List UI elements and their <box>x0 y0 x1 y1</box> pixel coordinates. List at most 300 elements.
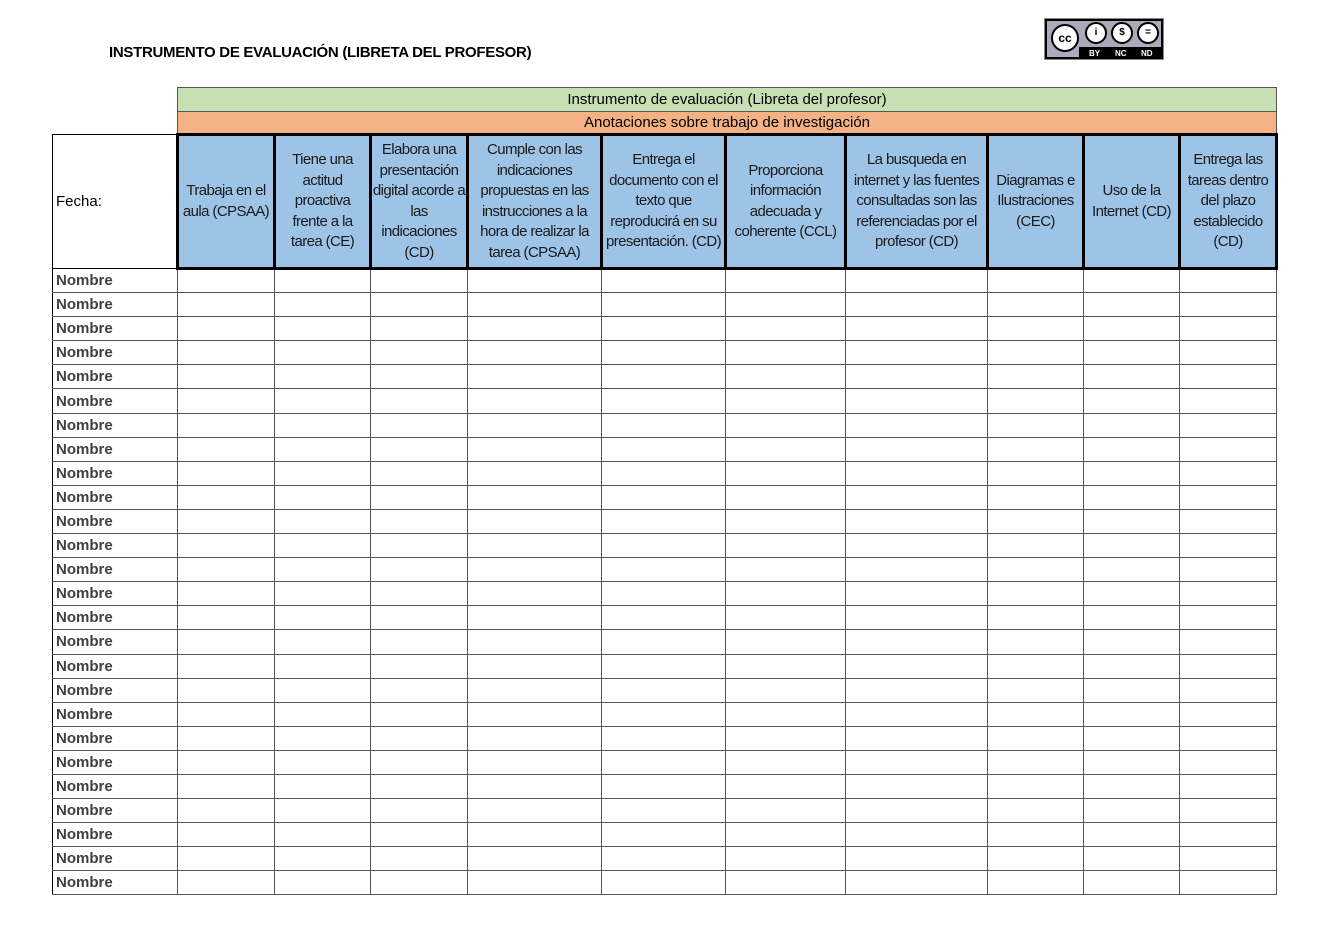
student-name[interactable]: Nombre <box>53 509 178 533</box>
column-header: Proporciona información adecuada y coherente (CCL) <box>726 135 846 269</box>
grade-cell[interactable] <box>371 389 468 413</box>
grade-cell[interactable] <box>468 461 602 485</box>
grade-cell[interactable] <box>371 871 468 895</box>
grade-cell[interactable] <box>726 606 846 630</box>
student-name[interactable]: Nombre <box>53 750 178 774</box>
grade-cell[interactable] <box>726 509 846 533</box>
grade-cell[interactable] <box>275 582 371 606</box>
table-row <box>53 871 1277 895</box>
table-row <box>53 534 1277 558</box>
grade-cell[interactable] <box>988 678 1084 702</box>
grade-cell[interactable] <box>1084 317 1180 341</box>
grade-cell[interactable] <box>726 750 846 774</box>
by-person-icon: i <box>1085 22 1107 44</box>
grade-cell[interactable] <box>602 823 726 847</box>
grade-cell[interactable] <box>988 582 1084 606</box>
grade-cell[interactable] <box>275 365 371 389</box>
grade-cell[interactable] <box>726 654 846 678</box>
grade-cell[interactable] <box>846 823 988 847</box>
grade-cell[interactable] <box>602 365 726 389</box>
grade-cell[interactable] <box>468 558 602 582</box>
grade-cell[interactable] <box>371 726 468 750</box>
grade-cell[interactable] <box>468 871 602 895</box>
grade-cell[interactable] <box>275 461 371 485</box>
grade-cell[interactable] <box>275 317 371 341</box>
grade-cell[interactable] <box>468 269 602 293</box>
grade-cell[interactable] <box>1180 774 1277 798</box>
grade-cell[interactable] <box>846 389 988 413</box>
grade-cell[interactable] <box>602 606 726 630</box>
student-name[interactable]: Nombre <box>53 847 178 871</box>
grade-cell[interactable] <box>846 654 988 678</box>
grade-cell[interactable] <box>1180 558 1277 582</box>
grade-cell[interactable] <box>371 485 468 509</box>
grade-cell[interactable] <box>602 317 726 341</box>
grade-cell[interactable] <box>1180 582 1277 606</box>
grade-cell[interactable] <box>1180 437 1277 461</box>
grade-cell[interactable] <box>1180 726 1277 750</box>
grade-cell[interactable] <box>275 485 371 509</box>
grade-cell[interactable] <box>988 558 1084 582</box>
grade-cell[interactable] <box>602 678 726 702</box>
grade-cell[interactable] <box>371 654 468 678</box>
grade-cell[interactable] <box>726 582 846 606</box>
grade-cell[interactable] <box>726 774 846 798</box>
grade-cell[interactable] <box>178 269 275 293</box>
grade-cell[interactable] <box>846 606 988 630</box>
grade-cell[interactable] <box>988 606 1084 630</box>
grade-cell[interactable] <box>602 413 726 437</box>
grade-cell[interactable] <box>602 558 726 582</box>
grade-cell[interactable] <box>178 847 275 871</box>
grade-cell[interactable] <box>846 509 988 533</box>
grade-cell[interactable] <box>846 630 988 654</box>
grade-cell[interactable] <box>726 534 846 558</box>
grade-cell[interactable] <box>178 582 275 606</box>
grade-cell[interactable] <box>726 485 846 509</box>
student-name[interactable]: Nombre <box>53 437 178 461</box>
grade-cell[interactable] <box>178 389 275 413</box>
grade-cell[interactable] <box>178 702 275 726</box>
grade-cell[interactable] <box>178 654 275 678</box>
grade-cell[interactable] <box>178 437 275 461</box>
grade-cell[interactable] <box>726 871 846 895</box>
grade-cell[interactable] <box>275 413 371 437</box>
grade-cell[interactable] <box>1180 654 1277 678</box>
student-name[interactable]: Nombre <box>53 606 178 630</box>
student-name[interactable]: Nombre <box>53 534 178 558</box>
grade-cell[interactable] <box>1180 606 1277 630</box>
grade-cell[interactable] <box>1084 678 1180 702</box>
grade-cell[interactable] <box>275 750 371 774</box>
grade-cell[interactable] <box>178 799 275 823</box>
grade-cell[interactable] <box>371 799 468 823</box>
grade-cell[interactable] <box>371 630 468 654</box>
student-name[interactable]: Nombre <box>53 630 178 654</box>
grade-cell[interactable] <box>726 630 846 654</box>
grade-cell[interactable] <box>371 606 468 630</box>
grade-cell[interactable] <box>275 293 371 317</box>
grade-cell[interactable] <box>988 847 1084 871</box>
student-name[interactable]: Nombre <box>53 485 178 509</box>
grade-cell[interactable] <box>275 654 371 678</box>
grade-cell[interactable] <box>371 317 468 341</box>
grade-cell[interactable] <box>602 341 726 365</box>
grade-cell[interactable] <box>275 847 371 871</box>
grade-cell[interactable] <box>846 461 988 485</box>
grade-cell[interactable] <box>602 485 726 509</box>
grade-cell[interactable] <box>726 847 846 871</box>
grade-cell[interactable] <box>602 534 726 558</box>
grade-cell[interactable] <box>1084 485 1180 509</box>
student-name[interactable]: Nombre <box>53 582 178 606</box>
table-row <box>53 269 1277 293</box>
student-name[interactable]: Nombre <box>53 823 178 847</box>
grade-cell[interactable] <box>1180 823 1277 847</box>
grade-cell[interactable] <box>468 774 602 798</box>
grade-cell[interactable] <box>726 558 846 582</box>
grade-cell[interactable] <box>468 365 602 389</box>
grade-cell[interactable] <box>988 774 1084 798</box>
table-row <box>53 558 1277 582</box>
grade-cell[interactable] <box>468 847 602 871</box>
grade-cell[interactable] <box>371 847 468 871</box>
grade-cell[interactable] <box>178 678 275 702</box>
grade-cell[interactable] <box>1084 389 1180 413</box>
grade-cell[interactable] <box>371 461 468 485</box>
grade-cell[interactable] <box>602 750 726 774</box>
grade-cell[interactable] <box>602 269 726 293</box>
grade-cell[interactable] <box>1180 847 1277 871</box>
grade-cell[interactable] <box>1180 365 1277 389</box>
grade-cell[interactable] <box>726 269 846 293</box>
grade-cell[interactable] <box>468 654 602 678</box>
grade-cell[interactable] <box>1180 293 1277 317</box>
grade-cell[interactable] <box>468 389 602 413</box>
grade-cell[interactable] <box>468 702 602 726</box>
grade-cell[interactable] <box>371 413 468 437</box>
grade-cell[interactable] <box>1084 582 1180 606</box>
grade-cell[interactable] <box>1180 389 1277 413</box>
grade-cell[interactable] <box>468 341 602 365</box>
student-name[interactable]: Nombre <box>53 654 178 678</box>
grade-cell[interactable] <box>988 293 1084 317</box>
grade-cell[interactable] <box>1084 726 1180 750</box>
grade-cell[interactable] <box>726 461 846 485</box>
grade-cell[interactable] <box>988 823 1084 847</box>
grade-cell[interactable] <box>1084 799 1180 823</box>
grade-cell[interactable] <box>1084 461 1180 485</box>
grade-cell[interactable] <box>371 365 468 389</box>
grade-cell[interactable] <box>1180 485 1277 509</box>
grade-cell[interactable] <box>1084 437 1180 461</box>
grade-cell[interactable] <box>1180 871 1277 895</box>
grade-cell[interactable] <box>178 317 275 341</box>
student-name[interactable]: Nombre <box>53 269 178 293</box>
grade-cell[interactable] <box>846 847 988 871</box>
grade-cell[interactable] <box>275 558 371 582</box>
grade-cell[interactable] <box>1180 341 1277 365</box>
grade-cell[interactable] <box>846 750 988 774</box>
grade-cell[interactable] <box>988 461 1084 485</box>
grade-cell[interactable] <box>178 461 275 485</box>
grade-cell[interactable] <box>275 823 371 847</box>
grade-cell[interactable] <box>275 389 371 413</box>
grade-cell[interactable] <box>1084 750 1180 774</box>
grade-cell[interactable] <box>468 606 602 630</box>
grade-cell[interactable] <box>178 630 275 654</box>
grade-cell[interactable] <box>275 509 371 533</box>
grade-cell[interactable] <box>846 774 988 798</box>
grade-cell[interactable] <box>1084 823 1180 847</box>
grade-cell[interactable] <box>846 317 988 341</box>
grade-cell[interactable] <box>275 702 371 726</box>
grade-cell[interactable] <box>275 630 371 654</box>
grade-cell[interactable] <box>988 389 1084 413</box>
grade-cell[interactable] <box>371 437 468 461</box>
grade-cell[interactable] <box>988 269 1084 293</box>
grade-cell[interactable] <box>468 485 602 509</box>
grade-cell[interactable] <box>371 582 468 606</box>
grade-cell[interactable] <box>988 750 1084 774</box>
grade-cell[interactable] <box>846 365 988 389</box>
grade-cell[interactable] <box>1084 558 1180 582</box>
grade-cell[interactable] <box>468 509 602 533</box>
grade-cell[interactable] <box>1180 630 1277 654</box>
column-header: Elabora una presentación digital acorde a las indicaciones (CD) <box>371 135 468 269</box>
grade-cell[interactable] <box>1084 293 1180 317</box>
grade-cell[interactable] <box>602 293 726 317</box>
grade-cell[interactable] <box>275 726 371 750</box>
student-name[interactable]: Nombre <box>53 726 178 750</box>
grade-cell[interactable] <box>726 293 846 317</box>
grade-cell[interactable] <box>371 558 468 582</box>
student-name[interactable]: Nombre <box>53 678 178 702</box>
grade-cell[interactable] <box>1180 799 1277 823</box>
grade-cell[interactable] <box>275 534 371 558</box>
grade-cell[interactable] <box>1180 461 1277 485</box>
grade-cell[interactable] <box>1180 678 1277 702</box>
grade-cell[interactable] <box>468 823 602 847</box>
grade-cell[interactable] <box>846 582 988 606</box>
grade-cell[interactable] <box>275 341 371 365</box>
grade-cell[interactable] <box>602 774 726 798</box>
grade-cell[interactable] <box>371 774 468 798</box>
grade-cell[interactable] <box>846 437 988 461</box>
student-name[interactable]: Nombre <box>53 389 178 413</box>
grade-cell[interactable] <box>371 293 468 317</box>
grade-cell[interactable] <box>988 485 1084 509</box>
grade-cell[interactable] <box>988 341 1084 365</box>
grade-cell[interactable] <box>468 750 602 774</box>
grade-cell[interactable] <box>371 269 468 293</box>
grade-cell[interactable] <box>371 823 468 847</box>
grade-cell[interactable] <box>275 774 371 798</box>
grade-cell[interactable] <box>178 341 275 365</box>
grade-cell[interactable] <box>602 630 726 654</box>
grade-cell[interactable] <box>275 799 371 823</box>
grade-cell[interactable] <box>988 799 1084 823</box>
student-name[interactable]: Nombre <box>53 293 178 317</box>
grade-cell[interactable] <box>726 365 846 389</box>
grade-cell[interactable] <box>468 317 602 341</box>
grade-cell[interactable] <box>1180 509 1277 533</box>
grade-cell[interactable] <box>1084 341 1180 365</box>
student-name[interactable]: Nombre <box>53 317 178 341</box>
grade-cell[interactable] <box>178 365 275 389</box>
grade-cell[interactable] <box>726 413 846 437</box>
grade-cell[interactable] <box>1084 702 1180 726</box>
grade-cell[interactable] <box>1084 365 1180 389</box>
grade-cell[interactable] <box>988 509 1084 533</box>
grade-cell[interactable] <box>468 413 602 437</box>
grade-cell[interactable] <box>988 317 1084 341</box>
student-name[interactable]: Nombre <box>53 413 178 437</box>
grade-cell[interactable] <box>1084 654 1180 678</box>
grade-cell[interactable] <box>1180 317 1277 341</box>
grade-cell[interactable] <box>602 847 726 871</box>
grade-cell[interactable] <box>178 558 275 582</box>
grade-cell[interactable] <box>602 389 726 413</box>
grade-cell[interactable] <box>726 317 846 341</box>
grade-cell[interactable] <box>988 630 1084 654</box>
grade-cell[interactable] <box>846 678 988 702</box>
grade-cell[interactable] <box>988 365 1084 389</box>
grade-cell[interactable] <box>371 678 468 702</box>
grade-cell[interactable] <box>468 437 602 461</box>
grade-cell[interactable] <box>178 774 275 798</box>
grade-cell[interactable] <box>1084 269 1180 293</box>
grade-cell[interactable] <box>1180 702 1277 726</box>
grade-cell[interactable] <box>468 726 602 750</box>
grade-cell[interactable] <box>602 509 726 533</box>
license-label-nd: ND <box>1141 49 1153 58</box>
grade-cell[interactable] <box>178 413 275 437</box>
grade-cell[interactable] <box>846 702 988 726</box>
grade-cell[interactable] <box>178 606 275 630</box>
student-name[interactable]: Nombre <box>53 702 178 726</box>
grade-cell[interactable] <box>602 437 726 461</box>
grade-cell[interactable] <box>988 534 1084 558</box>
grade-cell[interactable] <box>846 485 988 509</box>
grade-cell[interactable] <box>1084 509 1180 533</box>
grade-cell[interactable] <box>602 461 726 485</box>
cc-icon: cc <box>1051 24 1079 52</box>
grade-cell[interactable] <box>1084 871 1180 895</box>
grade-cell[interactable] <box>846 341 988 365</box>
grade-cell[interactable] <box>178 509 275 533</box>
grade-cell[interactable] <box>178 726 275 750</box>
grade-cell[interactable] <box>846 871 988 895</box>
evaluation-table <box>52 87 1278 895</box>
grade-cell[interactable] <box>1180 534 1277 558</box>
grade-cell[interactable] <box>275 871 371 895</box>
grade-cell[interactable] <box>1084 774 1180 798</box>
grade-cell[interactable] <box>988 702 1084 726</box>
grade-cell[interactable] <box>1084 534 1180 558</box>
grade-cell[interactable] <box>602 726 726 750</box>
student-name[interactable]: Nombre <box>53 799 178 823</box>
grade-cell[interactable] <box>178 750 275 774</box>
grade-cell[interactable] <box>371 341 468 365</box>
grade-cell[interactable] <box>468 630 602 654</box>
student-name[interactable]: Nombre <box>53 341 178 365</box>
grade-cell[interactable] <box>726 702 846 726</box>
grade-cell[interactable] <box>178 293 275 317</box>
grade-cell[interactable] <box>846 799 988 823</box>
grade-cell[interactable] <box>468 293 602 317</box>
grade-cell[interactable] <box>1084 630 1180 654</box>
grade-cell[interactable] <box>468 678 602 702</box>
grade-cell[interactable] <box>988 654 1084 678</box>
grade-cell[interactable] <box>988 726 1084 750</box>
grade-cell[interactable] <box>726 437 846 461</box>
table-row <box>53 823 1277 847</box>
grade-cell[interactable] <box>846 558 988 582</box>
band-annotations: Anotaciones sobre trabajo de investigación <box>178 111 1277 135</box>
grade-cell[interactable] <box>468 582 602 606</box>
grade-cell[interactable] <box>726 678 846 702</box>
grade-cell[interactable] <box>846 269 988 293</box>
grade-cell[interactable] <box>988 871 1084 895</box>
grade-cell[interactable] <box>1180 750 1277 774</box>
grade-cell[interactable] <box>726 341 846 365</box>
student-name[interactable]: Nombre <box>53 461 178 485</box>
grade-cell[interactable] <box>468 534 602 558</box>
band-instrument: Instrumento de evaluación (Libreta del profesor) <box>178 88 1277 112</box>
grade-cell[interactable] <box>371 509 468 533</box>
grade-cell[interactable] <box>846 726 988 750</box>
grade-cell[interactable] <box>468 799 602 823</box>
grade-cell[interactable] <box>275 606 371 630</box>
grade-cell[interactable] <box>846 293 988 317</box>
grade-cell[interactable] <box>602 799 726 823</box>
grade-cell[interactable] <box>602 871 726 895</box>
grade-cell[interactable] <box>178 823 275 847</box>
grade-cell[interactable] <box>1084 413 1180 437</box>
grade-cell[interactable] <box>178 871 275 895</box>
grade-cell[interactable] <box>988 437 1084 461</box>
grade-cell[interactable] <box>1084 606 1180 630</box>
grade-cell[interactable] <box>726 726 846 750</box>
grade-cell[interactable] <box>178 534 275 558</box>
grade-cell[interactable] <box>988 413 1084 437</box>
grade-cell[interactable] <box>602 582 726 606</box>
student-name[interactable]: Nombre <box>53 365 178 389</box>
table-row <box>53 847 1277 871</box>
grade-cell[interactable] <box>371 702 468 726</box>
grade-cell[interactable] <box>846 413 988 437</box>
student-name[interactable]: Nombre <box>53 774 178 798</box>
student-name[interactable]: Nombre <box>53 558 178 582</box>
grade-cell[interactable] <box>846 534 988 558</box>
grade-cell[interactable] <box>275 269 371 293</box>
grade-cell[interactable] <box>1180 413 1277 437</box>
grade-cell[interactable] <box>371 750 468 774</box>
student-name[interactable]: Nombre <box>53 871 178 895</box>
grade-cell[interactable] <box>178 485 275 509</box>
grade-cell[interactable] <box>371 534 468 558</box>
grade-cell[interactable] <box>275 437 371 461</box>
grade-cell[interactable] <box>275 678 371 702</box>
grade-cell[interactable] <box>602 702 726 726</box>
grade-cell[interactable] <box>1084 847 1180 871</box>
grade-cell[interactable] <box>726 799 846 823</box>
grade-cell[interactable] <box>602 654 726 678</box>
grade-cell[interactable] <box>726 389 846 413</box>
grade-cell[interactable] <box>1180 269 1277 293</box>
grade-cell[interactable] <box>726 823 846 847</box>
